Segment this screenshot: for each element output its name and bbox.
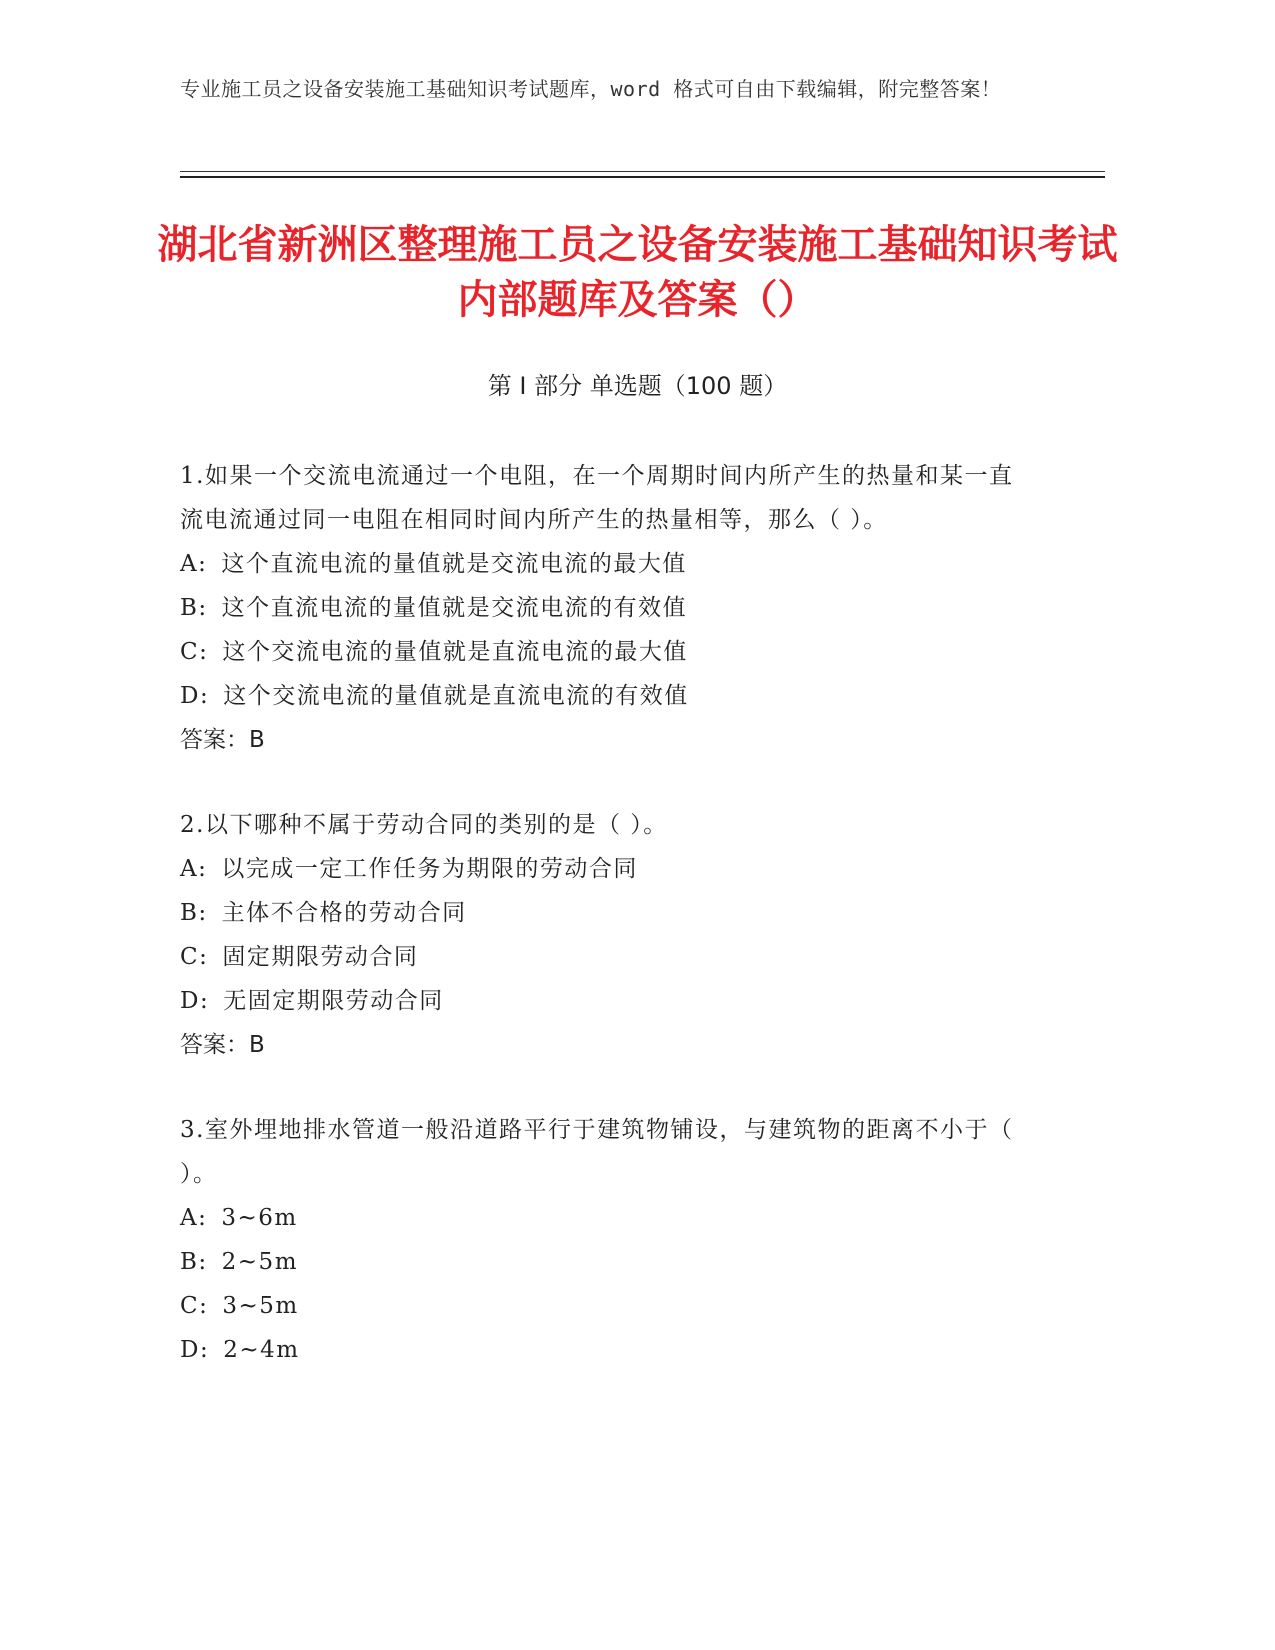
option-letter: C: — [180, 639, 209, 665]
option-text: 无固定期限劳动合同 — [223, 988, 444, 1014]
option-letter: B: — [180, 1249, 208, 1275]
option-b — [180, 891, 1020, 935]
option-a — [180, 847, 1020, 891]
option-letter: B: — [180, 595, 208, 621]
option-text: 2~5m — [221, 1249, 299, 1275]
option-letter: A: — [180, 1205, 208, 1231]
option-b — [180, 1240, 1020, 1284]
option-text: 这个交流电流的量值就是直流电流的有效值 — [223, 683, 689, 709]
option-text: 固定期限劳动合同 — [222, 944, 419, 970]
option-text: 这个直流电流的量值就是交流电流的最大值 — [221, 551, 687, 577]
question-stem: 2.以下哪种不属于劳动合同的类别的是（ ）。 — [180, 812, 668, 838]
header-note: 专业施工员之设备安装施工基础知识考试题库，word 格式可自由下载编辑，附完整答案！ — [180, 77, 1002, 101]
option-text: 3~6m — [221, 1205, 298, 1231]
option-text: 以完成一定工作任务为期限的劳动合同 — [221, 856, 638, 882]
question-3 — [180, 1108, 1020, 1372]
header-divider-thin — [180, 171, 1105, 172]
option-b — [180, 586, 1020, 630]
option-c — [180, 1284, 1020, 1328]
option-text: 3~5m — [222, 1293, 299, 1319]
question-2 — [180, 803, 1020, 1067]
option-c — [180, 935, 1020, 979]
header-divider-thick — [180, 176, 1105, 178]
option-letter: B: — [180, 900, 208, 926]
question-answer: 答案：B — [180, 727, 265, 753]
question-1 — [180, 454, 1020, 762]
option-letter: C: — [180, 1293, 209, 1319]
question-stem: 3.室外埋地排水管道一般沿道路平行于建筑物铺设，与建筑物的距离不小于（ ）。 — [180, 1117, 1014, 1187]
option-c — [180, 630, 1020, 674]
option-letter: D: — [180, 988, 210, 1014]
question-list — [180, 454, 1020, 1413]
option-letter: A: — [180, 856, 208, 882]
option-d — [180, 1328, 1020, 1372]
question-answer: 答案：B — [180, 1032, 265, 1058]
option-text: 这个交流电流的量值就是直流电流的最大值 — [222, 639, 688, 665]
option-text: 2~4m — [223, 1337, 300, 1363]
option-d — [180, 674, 1020, 718]
option-text: 这个直流电流的量值就是交流电流的有效值 — [221, 595, 688, 621]
option-d — [180, 979, 1020, 1023]
option-letter: A: — [180, 551, 208, 577]
option-a — [180, 542, 1020, 586]
option-letter: C: — [180, 944, 209, 970]
question-stem: 1.如果一个交流电流通过一个电阻，在一个周期时间内所产生的热量和某一直流电流通过同一电阻在相同时间内所产生的热量相等，那么（ ）。 — [180, 463, 1014, 533]
option-letter: D: — [180, 683, 210, 709]
option-text: 主体不合格的劳动合同 — [221, 900, 467, 926]
document-title: 湖北省新洲区整理施工员之设备安装施工基础知识考试内部题库及答案（） — [157, 222, 1118, 323]
option-a — [180, 1196, 1020, 1240]
option-letter: D: — [180, 1337, 210, 1363]
section-title: 第 I 部分 单选题（100 题） — [487, 372, 788, 400]
